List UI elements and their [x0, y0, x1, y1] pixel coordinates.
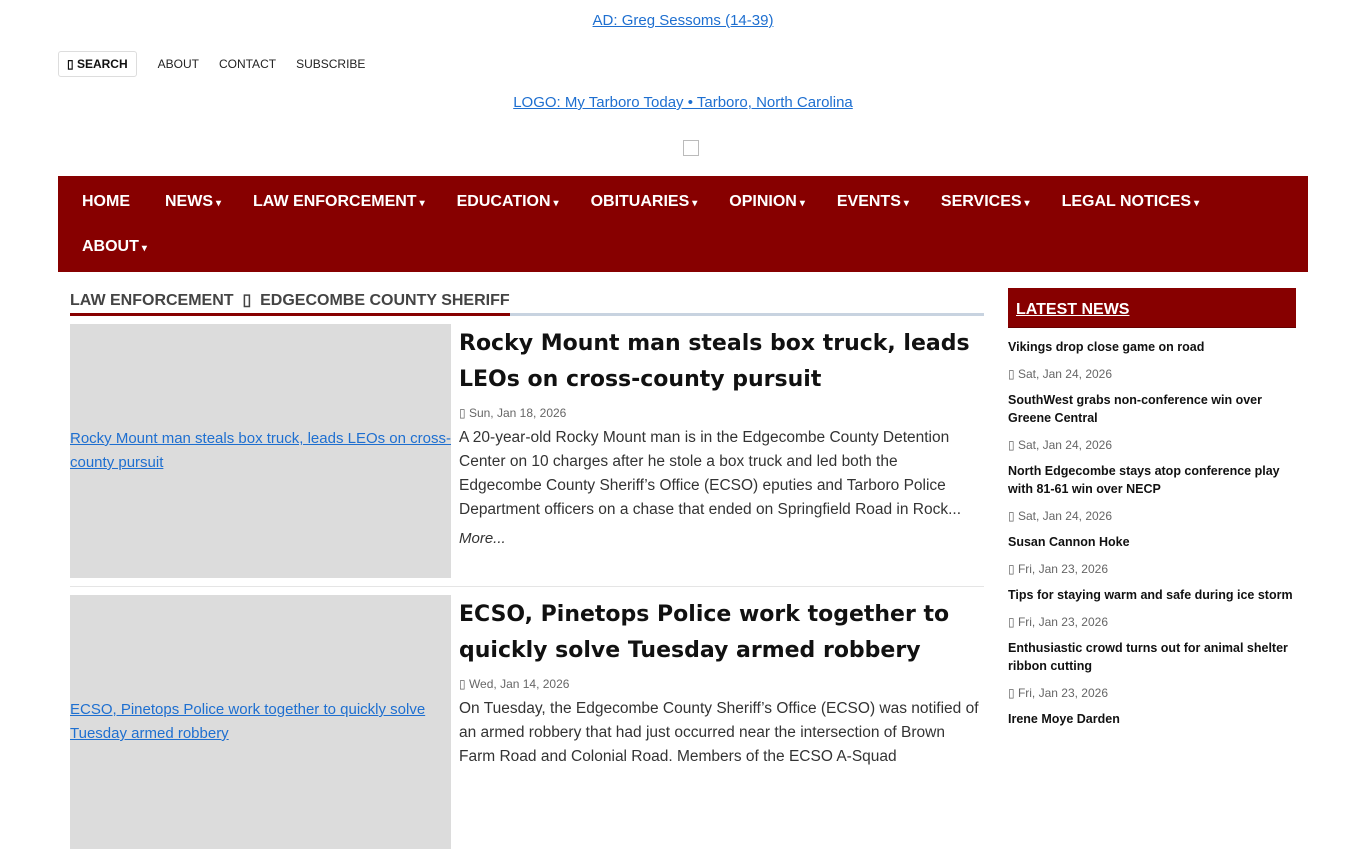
latest-news-item[interactable]: Tips for staying warm and safe during ice storm: [1008, 588, 1293, 602]
nav-item-education[interactable]: [445, 182, 571, 222]
top-bar: [58, 51, 385, 77]
nav-item-home[interactable]: [70, 182, 145, 222]
nav-label: ABOUT: [82, 238, 139, 255]
article-title[interactable]: Rocky Mount man steals box truck, leads LEOs on cross-county pursuit: [459, 331, 970, 392]
nav-label: HOME: [82, 193, 130, 210]
article-title[interactable]: ECSO, Pinetops Police work together to quickly solve Tuesday armed robbery: [459, 602, 950, 663]
breadcrumb: [70, 290, 984, 316]
nav-label: SERVICES: [940, 193, 1022, 210]
caret-down-icon: ▾: [216, 198, 222, 209]
latest-news-date: ▯ Sat, Jan 24, 2026: [1008, 509, 1113, 523]
main-nav: [58, 176, 1308, 272]
caret-down-icon: ▾: [799, 198, 805, 209]
latest-news-date: ▯ Sat, Jan 24, 2026: [1008, 367, 1113, 381]
site-logo[interactable]: [0, 94, 1366, 111]
article-excerpt: A 20-year-old Rocky Mount man is in the Edgecombe County Detention Center on 10 charges after he stole a box truck and led both the Edgecombe County Sheriff’s Office (ECSO) eputies and Tarboro Police Department officers on a chase that ended on Springfield Road in Rock...: [459, 429, 962, 518]
contact-link[interactable]: CONTACT: [218, 57, 277, 71]
nav-item-news[interactable]: [153, 182, 233, 222]
latest-news-item[interactable]: North Edgecombe stays atop conference play with 81-61 win over NECP: [1008, 464, 1280, 496]
nav-label: LAW ENFORCEMENT: [253, 193, 417, 210]
nav-label: NEWS: [165, 193, 213, 210]
article-card: [70, 595, 984, 849]
nav-label: LEGAL NOTICES: [1061, 193, 1192, 210]
about-link[interactable]: ABOUT: [157, 57, 199, 71]
caret-down-icon: ▾: [553, 198, 559, 209]
caret-down-icon: ▾: [1024, 198, 1030, 209]
article-image[interactable]: [70, 595, 451, 849]
latest-news-heading-text[interactable]: LATEST NEWS: [1016, 301, 1130, 318]
latest-news-sidebar: [1008, 288, 1296, 728]
nav-item-events[interactable]: [825, 182, 921, 222]
nav-item-about[interactable]: [70, 227, 159, 267]
article-date: ▯ Sun, Jan 18, 2026: [459, 406, 567, 420]
nav-item-opinion[interactable]: [717, 182, 817, 222]
ad-banner[interactable]: [0, 12, 1366, 29]
ad-link[interactable]: AD: Greg Sessoms (14-39): [592, 12, 774, 29]
caret-down-icon: ▾: [1194, 198, 1200, 209]
nav-item-obituaries[interactable]: [579, 182, 710, 222]
caret-down-icon: ▾: [692, 198, 698, 209]
breadcrumb-text[interactable]: LAW ENFORCEMENT ▯ EDGECOMBE COUNTY SHERIFF: [70, 290, 510, 316]
latest-news-item[interactable]: Irene Moye Darden: [1008, 712, 1120, 726]
latest-news-heading: [1008, 288, 1296, 328]
article-image[interactable]: [70, 324, 451, 578]
nav-item-law-enforcement[interactable]: [241, 182, 437, 222]
article-date: ▯ Wed, Jan 14, 2026: [459, 677, 570, 691]
broken-image-icon: [683, 140, 699, 156]
nav-label: OPINION: [729, 193, 797, 210]
caret-down-icon: ▾: [903, 198, 909, 209]
latest-news-date: ▯ Fri, Jan 23, 2026: [1008, 615, 1108, 629]
article-image-link[interactable]: ECSO, Pinetops Police work together to quickly solve Tuesday armed robbery: [70, 701, 426, 742]
latest-news-date: ▯ Sat, Jan 24, 2026: [1008, 438, 1113, 452]
search-button[interactable]: ▯ SEARCH: [58, 51, 137, 77]
caret-down-icon: ▾: [419, 198, 425, 209]
article-excerpt: On Tuesday, the Edgecombe County Sheriff’s Office (ECSO) was notified of an armed robbery that had just occurred near the intersection of Brown Farm Road and Colonial Road. Members of the ECSO A-Squad: [459, 700, 979, 765]
divider: [70, 586, 984, 587]
more-link[interactable]: More...: [459, 530, 506, 547]
article-image-link[interactable]: Rocky Mount man steals box truck, leads LEOs on cross-county pursuit: [70, 430, 451, 471]
latest-news-item[interactable]: Susan Cannon Hoke: [1008, 535, 1130, 549]
nav-label: EDUCATION: [456, 193, 551, 210]
latest-news-item[interactable]: Enthusiastic crowd turns out for animal shelter ribbon cutting: [1008, 641, 1288, 673]
article-card: [70, 324, 984, 578]
latest-news-date: ▯ Fri, Jan 23, 2026: [1008, 562, 1108, 576]
nav-label: EVENTS: [836, 193, 901, 210]
nav-item-services[interactable]: [929, 182, 1042, 222]
nav-label: OBITUARIES: [590, 193, 690, 210]
subscribe-link[interactable]: SUBSCRIBE: [296, 57, 366, 71]
nav-item-legal-notices[interactable]: [1050, 182, 1212, 222]
logo-link[interactable]: LOGO: My Tarboro Today • Tarboro, North Carolina: [513, 94, 853, 111]
caret-down-icon: ▾: [141, 243, 147, 254]
latest-news-item[interactable]: SouthWest grabs non-conference win over Greene Central: [1008, 393, 1262, 425]
latest-news-item[interactable]: Vikings drop close game on road: [1008, 340, 1205, 354]
latest-news-date: ▯ Fri, Jan 23, 2026: [1008, 686, 1108, 700]
